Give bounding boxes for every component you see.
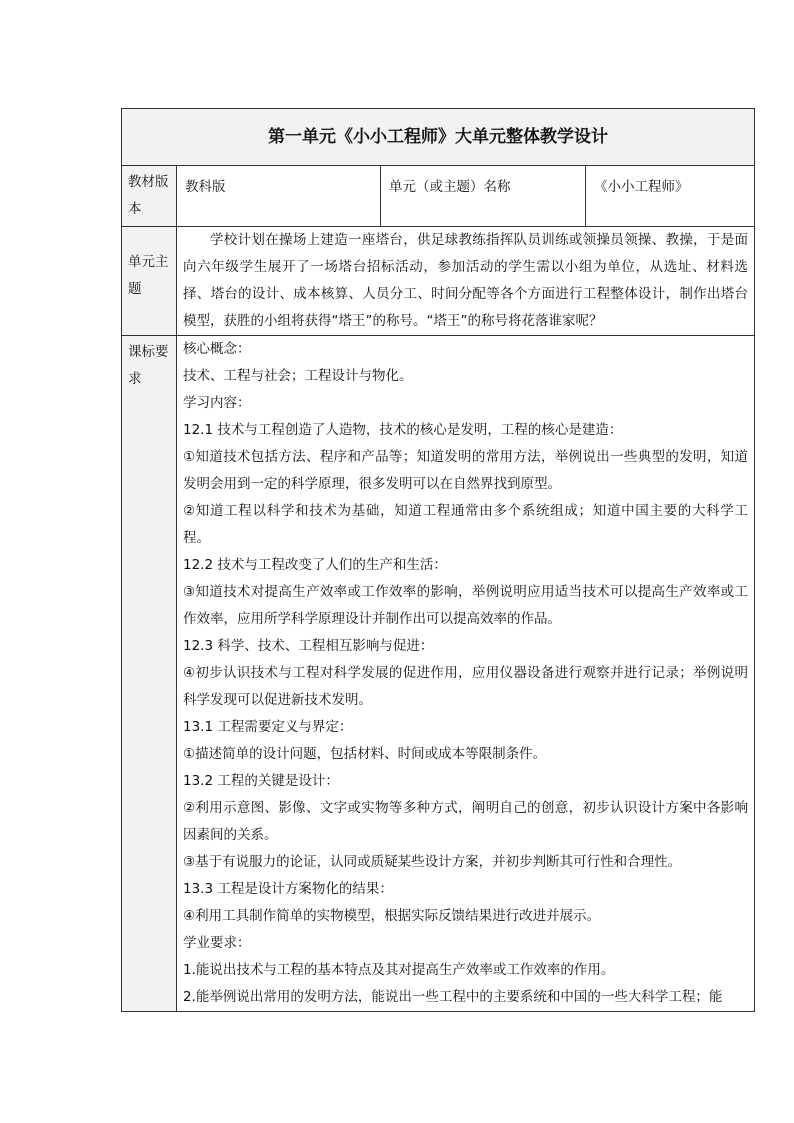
version-row <box>122 166 755 227</box>
standard-paragraph: 13.2 工程的关键是设计： <box>183 773 339 789</box>
standard-paragraph: ③知道技术对提高生产效率或工作效率的影响，举例说明应用适当技术可以提高生产效率或工作效率，应用所学科学原理设计并制作出可以提高效率的作品。 <box>183 584 748 627</box>
unit-name-label: 单元（或主题）名称 <box>381 166 586 227</box>
standard-paragraph: 2.能举例说出常用的发明方法，能说出一些工程中的主要系统和中国的一些大科学工程；能 <box>183 989 723 1005</box>
standard-content <box>177 336 755 1012</box>
title-row <box>122 109 755 166</box>
standard-paragraph: 13.1 工程需要定义与界定： <box>183 719 353 735</box>
standard-paragraph: ②知道工程以科学和技术为基础，知道工程通常由多个系统组成；知道中国主要的大科学工程。 <box>183 503 748 546</box>
standard-paragraph: ④初步认识技术与工程对科学发展的促进作用，应用仪器设备进行观察并进行记录；举例说明科学发现可以促进新技术发明。 <box>183 665 748 708</box>
standard-paragraph: 12.2 技术与工程改变了人们的生产和生活： <box>183 557 447 573</box>
theme-label: 单元主题 <box>122 227 177 336</box>
standard-paragraph: 技术、工程与社会；工程设计与物化。 <box>183 368 413 384</box>
standard-paragraph: ③基于有说服力的论证，认同或质疑某些设计方案，并初步判断其可行性和合理性。 <box>183 854 682 870</box>
document-title: 第一单元《小小工程师》大单元整体教学设计 <box>122 109 755 166</box>
theme-text: 学校计划在操场上建造一座塔台，供足球教练指挥队员训练或领操员领操、教操，于是面向六年级学生展开了一场塔台招标活动，参加活动的学生需以小组为单位，从选址、材料选择、塔台的设计、成本核算、人员分工、时间分配等各个方面进行工程整体设计，制作出塔台模型，获胜的小组将获得“塔王”的称号。“塔王”的称号将花落谁家呢？ <box>177 227 755 336</box>
standard-paragraph: 学习内容： <box>183 395 251 411</box>
unit-name-value: 《小小工程师》 <box>586 166 755 227</box>
standard-paragraph: ④利用工具制作简单的实物模型，根据实际反馈结果进行改进并展示。 <box>183 908 601 924</box>
standard-paragraph: ①描述简单的设计问题，包括材料、时间或成本等限制条件。 <box>183 746 547 762</box>
theme-row <box>122 227 755 336</box>
lesson-design-table <box>121 108 755 1012</box>
standard-row <box>122 336 755 1012</box>
standard-paragraph: ①知道技术包括方法、程序和产品等；知道发明的常用方法，举例说出一些典型的发明，知道发明会用到一定的科学原理，很多发明可以在自然界找到原型。 <box>183 449 748 492</box>
standard-paragraph: ②利用示意图、影像、文字或实物等多种方式，阐明自己的创意，初步认识设计方案中各影响因素间的关系。 <box>183 800 748 843</box>
version-value: 教科版 <box>177 166 381 227</box>
standard-paragraph: 12.1 技术与工程创造了人造物，技术的核心是发明，工程的核心是建造： <box>183 422 623 438</box>
standard-paragraph: 1.能说出技术与工程的基本特点及其对提高生产效率或工作效率的作用。 <box>183 962 615 978</box>
standard-paragraph: 12.3 科学、技术、工程相互影响与促进： <box>183 638 434 654</box>
standard-paragraph: 13.3 工程是设计方案物化的结果： <box>183 881 393 897</box>
standard-label: 课标要求 <box>122 336 177 1012</box>
standard-paragraph: 核心概念： <box>183 341 251 357</box>
standard-paragraph: 学业要求： <box>183 935 251 951</box>
version-label: 教材版本 <box>122 166 177 227</box>
